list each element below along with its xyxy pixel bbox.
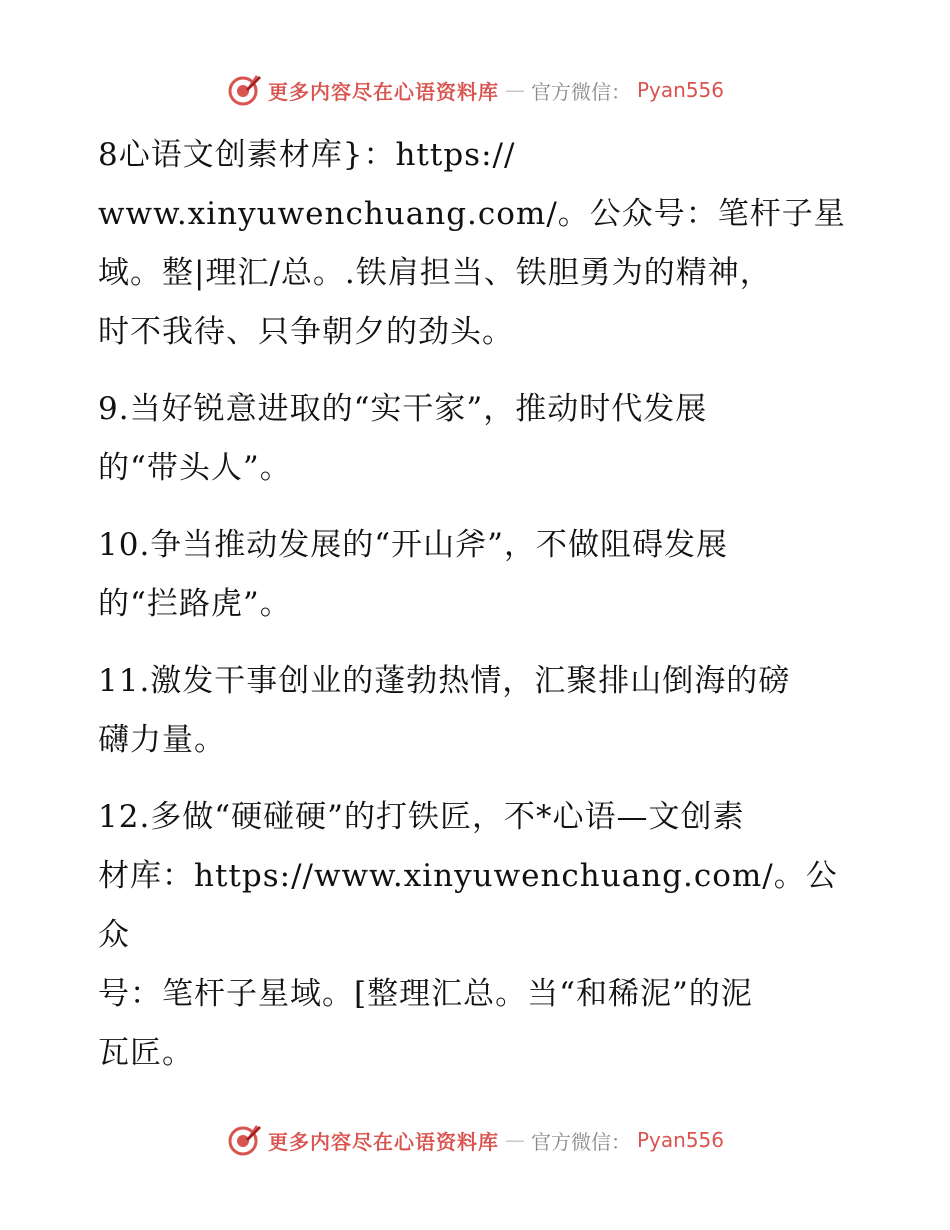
- paragraph-9: [98, 380, 858, 498]
- banner-wechat-id: Pyan556: [636, 78, 724, 102]
- footer-banner: [0, 1122, 950, 1158]
- line: 9.当好锐意进取的“实干家”，推动时代发展: [98, 391, 708, 427]
- header-banner: [0, 72, 950, 108]
- banner-wechat-label: 官方微信：: [530, 79, 631, 104]
- line: 10.争当推动发展的“开山斧”，不做阻碍发展: [98, 527, 728, 563]
- line: 礴力量。: [98, 722, 226, 758]
- line: 的“拦路虎”。: [98, 586, 292, 622]
- line: 11.激发干事创业的蓬勃热情，汇聚排山倒海的磅: [98, 663, 791, 699]
- quill-pen-logo-icon: [226, 1122, 262, 1158]
- document-body: [98, 126, 858, 1101]
- line: 8心语文创素材库}：https://: [98, 137, 516, 173]
- paragraph-8: [98, 126, 858, 362]
- line: 域。整|理汇/总。.铁肩担当、铁胆勇为的精神，: [98, 255, 772, 291]
- line: 的“带头人”。: [98, 450, 292, 486]
- banner-wechat-id: Pyan556: [636, 1128, 724, 1152]
- line: www.xinyuwenchuang.com/。公众号：笔杆子星: [98, 196, 846, 232]
- banner-separator: —: [504, 1128, 525, 1152]
- line: 时不我待、只争朝夕的劲头。: [98, 314, 514, 350]
- banner-wechat-label: 官方微信：: [530, 1129, 631, 1154]
- paragraph-10: [98, 516, 858, 634]
- line: 材库：https://www.xinyuwenchuang.com/。公众: [98, 858, 838, 953]
- line: 瓦匠。: [98, 1035, 194, 1071]
- line: 号：笔杆子星域。[整理汇总。当“和稀泥”的泥: [98, 976, 753, 1012]
- quill-pen-logo-icon: [226, 72, 262, 108]
- banner-separator: —: [504, 78, 525, 102]
- banner-main-text: 更多内容尽在心语资料库: [267, 1129, 499, 1154]
- paragraph-11: [98, 652, 858, 770]
- banner-main-text: 更多内容尽在心语资料库: [267, 79, 499, 104]
- paragraph-12: [98, 788, 858, 1083]
- line: 12.多做“硬碰硬”的打铁匠，不*心语—文创素: [98, 799, 745, 835]
